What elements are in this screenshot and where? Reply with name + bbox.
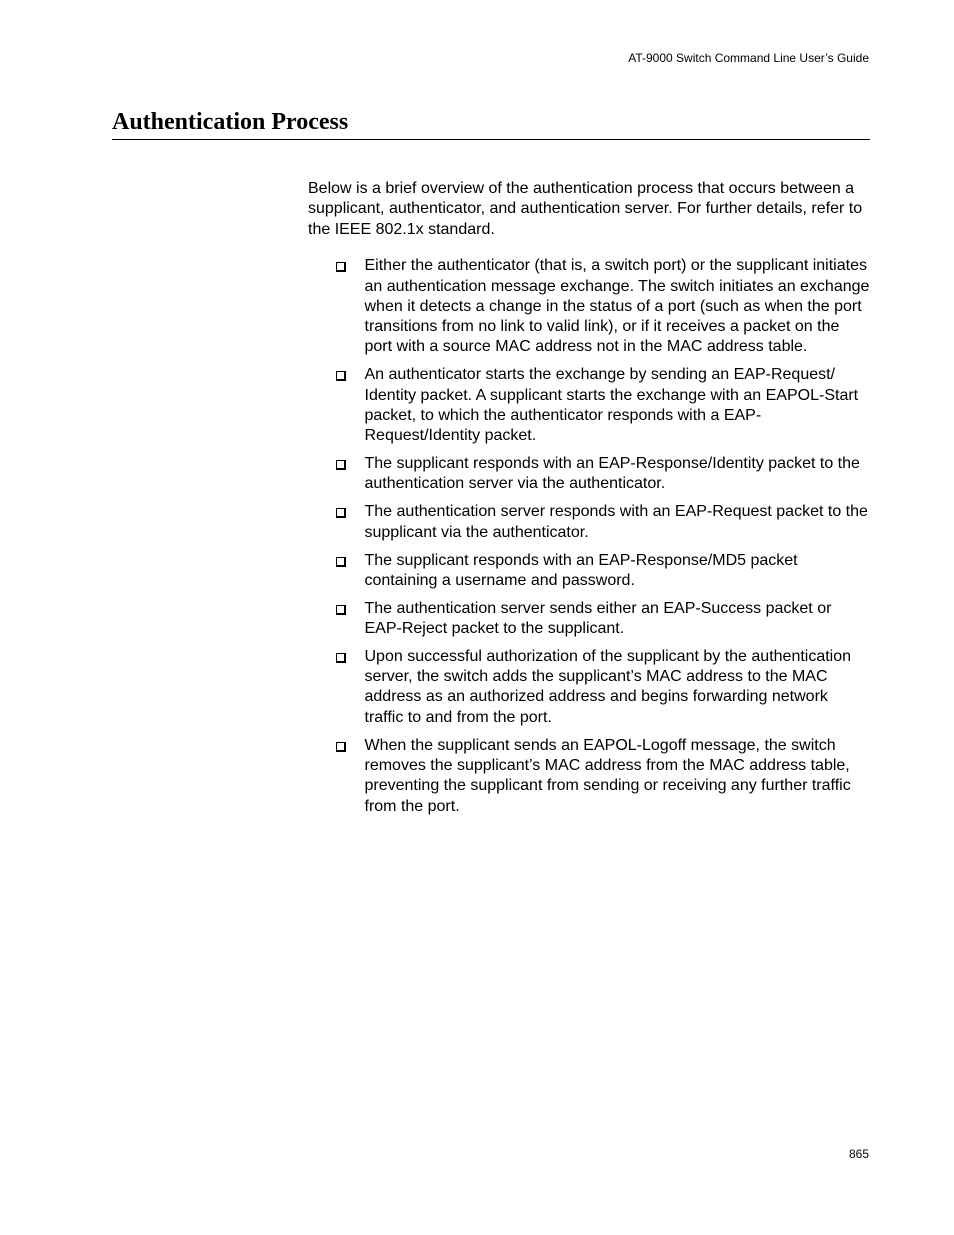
square-bullet-icon <box>336 605 346 615</box>
square-bullet-icon <box>336 371 346 381</box>
list-item <box>308 502 870 543</box>
list-item <box>308 736 870 817</box>
list-item-text: The authentication server sends either an EAP-Success packet or EAP-Reject packet to the supplicant. <box>364 599 832 637</box>
list-item-text: Upon successful authorization of the supplicant by the authentication server, the switch adds the supplicant’s MAC address to the MAC address as an authorized address and begins forwarding network traffic to and from the port. <box>364 647 852 726</box>
running-header: AT-9000 Switch Command Line User’s Guide <box>628 51 869 65</box>
list-item <box>308 365 870 446</box>
list-item <box>308 551 870 592</box>
page-number: 865 <box>848 1147 869 1161</box>
square-bullet-icon <box>336 508 346 518</box>
process-step-list <box>308 256 870 817</box>
list-item-text: The supplicant responds with an EAP-Response/Identity packet to the authentication server via the authenticator. <box>364 455 860 493</box>
list-item-text: An authenticator starts the exchange by sending an EAP-Request/ Identity packet. A supplicant starts the exchange with an EAPOL-Start packet, to which the authenticator responds with a EAP-Request/Identity packet. <box>364 366 859 445</box>
list-item-text: When the supplicant sends an EAPOL-Logoff message, the switch removes the supplicant’s MAC address from the MAC address table, preventing the supplicant from sending or receiving any further traffic from the port. <box>364 736 851 815</box>
list-item-text: The supplicant responds with an EAP-Response/MD5 packet containing a username and password. <box>364 551 798 589</box>
list-item <box>308 454 870 495</box>
square-bullet-icon <box>336 460 346 470</box>
square-bullet-icon <box>336 742 346 752</box>
list-item <box>308 599 870 640</box>
square-bullet-icon <box>336 557 346 567</box>
title-divider <box>112 139 870 140</box>
list-item <box>308 647 870 728</box>
list-item-text: Either the authenticator (that is, a switch port) or the supplicant initiates an authentication message exchange. The switch initiates an exchange when it detects a change in the status of a port (such as when the port transitions from no link to valid link), or if it receives a packet on the port with a source MAC address not in the MAC address table. <box>364 257 870 356</box>
square-bullet-icon <box>336 653 346 663</box>
square-bullet-icon <box>336 262 346 272</box>
list-item-text: The authentication server responds with an EAP-Request packet to the supplicant via the authenticator. <box>364 503 868 541</box>
section-body <box>308 179 870 824</box>
section-title: Authentication Process <box>112 109 349 135</box>
intro-paragraph: Below is a brief overview of the authentication process that occurs between a supplicant, authenticator, and authentication server. For further details, refer to the IEEE 802.1x standard. <box>308 180 863 238</box>
list-item <box>308 256 870 357</box>
